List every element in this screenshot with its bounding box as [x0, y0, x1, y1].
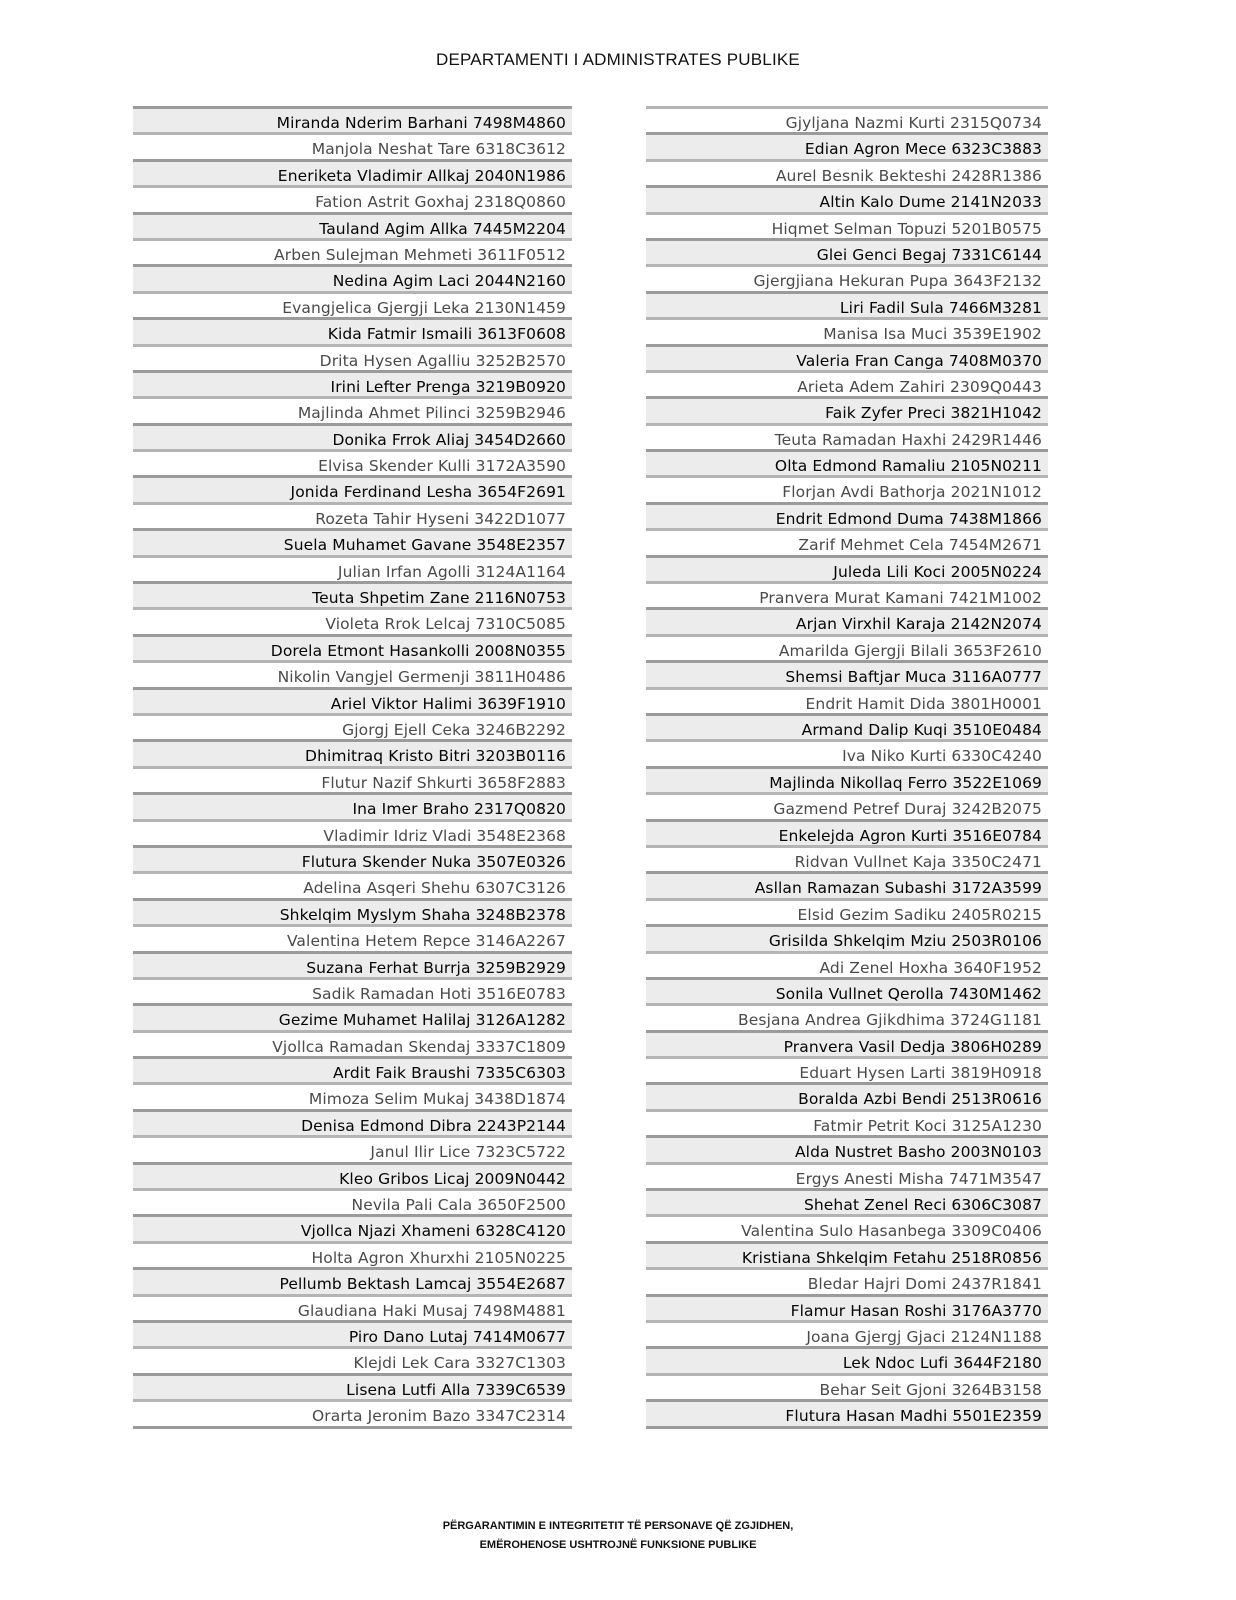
list-item: Irini Lefter Prenga 3219B0920 [133, 370, 572, 396]
list-item: Enkelejda Agron Kurti 3516E0784 [646, 819, 1048, 845]
list-item: Ina Imer Braho 2317Q0820 [133, 792, 572, 818]
list-item: Majlinda Nikollaq Ferro 3522E1069 [646, 766, 1048, 792]
list-item: Dorela Etmont Hasankolli 2008N0355 [133, 634, 572, 660]
list-item: Ariel Viktor Halimi 3639F1910 [133, 687, 572, 713]
list-item: Fatmir Petrit Koci 3125A1230 [646, 1109, 1048, 1135]
list-item: Shkelqim Myslym Shaha 3248B2378 [133, 898, 572, 924]
list-item: Boralda Azbi Bendi 2513R0616 [646, 1082, 1048, 1108]
list-item: Edian Agron Mece 6323C3883 [646, 132, 1048, 158]
list-item: Nikolin Vangjel Germenji 3811H0486 [133, 660, 572, 686]
list-item: Ergys Anesti Misha 7471M3547 [646, 1162, 1048, 1188]
list-item: Faik Zyfer Preci 3821H1042 [646, 396, 1048, 422]
list-item: Vjollca Njazi Xhameni 6328C4120 [133, 1214, 572, 1240]
list-divider [133, 1426, 572, 1429]
list-divider [646, 1426, 1048, 1429]
list-item: Flutura Hasan Madhi 5501E2359 [646, 1399, 1048, 1425]
list-item: Besjana Andrea Gjikdhima 3724G1181 [646, 1003, 1048, 1029]
list-item: Violeta Rrok Lelcaj 7310C5085 [133, 607, 572, 633]
list-item: Julian Irfan Agolli 3124A1164 [133, 555, 572, 581]
list-item: Joana Gjergj Gjaci 2124N1188 [646, 1320, 1048, 1346]
list-item: Ridvan Vullnet Kaja 3350C2471 [646, 845, 1048, 871]
list-item: Nedina Agim Laci 2044N2160 [133, 264, 572, 290]
list-item: Teuta Shpetim Zane 2116N0753 [133, 581, 572, 607]
list-item: Vladimir Idriz Vladi 3548E2368 [133, 819, 572, 845]
list-item: Arjan Virxhil Karaja 2142N2074 [646, 607, 1048, 633]
list-item: Fation Astrit Goxhaj 2318Q0860 [133, 185, 572, 211]
list-item: Drita Hysen Agalliu 3252B2570 [133, 344, 572, 370]
list-item: Armand Dalip Kuqi 3510E0484 [646, 713, 1048, 739]
list-item: Pellumb Bektash Lamcaj 3554E2687 [133, 1267, 572, 1293]
list-item: Suela Muhamet Gavane 3548E2357 [133, 528, 572, 554]
list-item: Adelina Asqeri Shehu 6307C3126 [133, 871, 572, 897]
list-item: Arieta Adem Zahiri 2309Q0443 [646, 370, 1048, 396]
list-item: Evangjelica Gjergji Leka 2130N1459 [133, 291, 572, 317]
list-item: Gazmend Petref Duraj 3242B2075 [646, 792, 1048, 818]
list-item: Elsid Gezim Sadiku 2405R0215 [646, 898, 1048, 924]
list-item: Kleo Gribos Licaj 2009N0442 [133, 1162, 572, 1188]
list-item: Kristiana Shkelqim Fetahu 2518R0856 [646, 1241, 1048, 1267]
list-item: Sadik Ramadan Hoti 3516E0783 [133, 977, 572, 1003]
list-item: Amarilda Gjergji Bilali 3653F2610 [646, 634, 1048, 660]
list-item: Gezime Muhamet Halilaj 3126A1282 [133, 1003, 572, 1029]
list-item: Tauland Agim Allka 7445M2204 [133, 212, 572, 238]
list-item: Vjollca Ramadan Skendaj 3337C1809 [133, 1030, 572, 1056]
list-item: Klejdi Lek Cara 3327C1303 [133, 1346, 572, 1372]
list-item: Manjola Neshat Tare 6318C3612 [133, 132, 572, 158]
list-item: Flutura Skender Nuka 3507E0326 [133, 845, 572, 871]
list-item: Asllan Ramazan Subashi 3172A3599 [646, 871, 1048, 897]
list-item: Shehat Zenel Reci 6306C3087 [646, 1188, 1048, 1214]
list-item: Zarif Mehmet Cela 7454M2671 [646, 528, 1048, 554]
list-item: Glei Genci Begaj 7331C6144 [646, 238, 1048, 264]
list-item: Altin Kalo Dume 2141N2033 [646, 185, 1048, 211]
list-item: Kida Fatmir Ismaili 3613F0608 [133, 317, 572, 343]
list-item: Eneriketa Vladimir Allkaj 2040N1986 [133, 159, 572, 185]
list-item: Pranvera Vasil Dedja 3806H0289 [646, 1030, 1048, 1056]
list-item: Majlinda Ahmet Pilinci 3259B2946 [133, 396, 572, 422]
list-item: Grisilda Shkelqim Mziu 2503R0106 [646, 924, 1048, 950]
list-item: Endrit Hamit Dida 3801H0001 [646, 687, 1048, 713]
list-item: Valentina Hetem Repce 3146A2267 [133, 924, 572, 950]
right-name-list [646, 106, 1048, 1429]
list-item: Valentina Sulo Hasanbega 3309C0406 [646, 1214, 1048, 1240]
list-item: Rozeta Tahir Hyseni 3422D1077 [133, 502, 572, 528]
list-item: Dhimitraq Kristo Bitri 3203B0116 [133, 739, 572, 765]
list-item: Behar Seit Gjoni 3264B3158 [646, 1373, 1048, 1399]
list-item: Sonila Vullnet Qerolla 7430M1462 [646, 977, 1048, 1003]
list-item: Holta Agron Xhurxhi 2105N0225 [133, 1241, 572, 1267]
list-item: Gjergjiana Hekuran Pupa 3643F2132 [646, 264, 1048, 290]
footer-line-1: PËRGARANTIMIN E INTEGRITETIT TË PERSONAVE QË ZGJIDHEN, [442, 1520, 794, 1532]
list-item: Jonida Ferdinand Lesha 3654F2691 [133, 475, 572, 501]
footer-line-2: EMËROHENOSE USHTROJNË FUNKSIONE PUBLIKE [479, 1539, 757, 1551]
list-item: Adi Zenel Hoxha 3640F1952 [646, 951, 1048, 977]
list-item: Olta Edmond Ramaliu 2105N0211 [646, 449, 1048, 475]
list-item: Manisa Isa Muci 3539E1902 [646, 317, 1048, 343]
list-item: Gjorgj Ejell Ceka 3246B2292 [133, 713, 572, 739]
list-item: Flutur Nazif Shkurti 3658F2883 [133, 766, 572, 792]
list-item: Juleda Lili Koci 2005N0224 [646, 555, 1048, 581]
list-item: Arben Sulejman Mehmeti 3611F0512 [133, 238, 572, 264]
list-item: Liri Fadil Sula 7466M3281 [646, 291, 1048, 317]
list-item: Florjan Avdi Bathorja 2021N1012 [646, 475, 1048, 501]
left-name-list [133, 106, 572, 1429]
list-item: Flamur Hasan Roshi 3176A3770 [646, 1294, 1048, 1320]
list-item: Pranvera Murat Kamani 7421M1002 [646, 581, 1048, 607]
list-item: Valeria Fran Canga 7408M0370 [646, 344, 1048, 370]
list-item: Lek Ndoc Lufi 3644F2180 [646, 1346, 1048, 1372]
list-item: Denisa Edmond Dibra 2243P2144 [133, 1109, 572, 1135]
list-item: Lisena Lutfi Alla 7339C6539 [133, 1373, 572, 1399]
list-item: Teuta Ramadan Haxhi 2429R1446 [646, 423, 1048, 449]
list-item: Miranda Nderim Barhani 7498M4860 [133, 106, 572, 132]
list-item: Iva Niko Kurti 6330C4240 [646, 739, 1048, 765]
footer [0, 1517, 1236, 1555]
list-item: Mimoza Selim Mukaj 3438D1874 [133, 1082, 572, 1108]
list-item: Orarta Jeronim Bazo 3347C2314 [133, 1399, 572, 1425]
list-item: Shemsi Baftjar Muca 3116A0777 [646, 660, 1048, 686]
page-title: DEPARTAMENTI I ADMINISTRATES PUBLIKE [436, 50, 800, 69]
list-item: Bledar Hajri Domi 2437R1841 [646, 1267, 1048, 1293]
list-item: Ardit Faik Braushi 7335C6303 [133, 1056, 572, 1082]
list-item: Hiqmet Selman Topuzi 5201B0575 [646, 212, 1048, 238]
list-item: Glaudiana Haki Musaj 7498M4881 [133, 1294, 572, 1320]
list-item: Endrit Edmond Duma 7438M1866 [646, 502, 1048, 528]
list-item: Janul Ilir Lice 7323C5722 [133, 1135, 572, 1161]
list-item: Alda Nustret Basho 2003N0103 [646, 1135, 1048, 1161]
list-item: Piro Dano Lutaj 7414M0677 [133, 1320, 572, 1346]
list-item: Suzana Ferhat Burrja 3259B2929 [133, 951, 572, 977]
list-item: Nevila Pali Cala 3650F2500 [133, 1188, 572, 1214]
list-item: Gjyljana Nazmi Kurti 2315Q0734 [646, 106, 1048, 132]
list-item: Donika Frrok Aliaj 3454D2660 [133, 423, 572, 449]
list-item: Aurel Besnik Bekteshi 2428R1386 [646, 159, 1048, 185]
list-item: Eduart Hysen Larti 3819H0918 [646, 1056, 1048, 1082]
list-item: Elvisa Skender Kulli 3172A3590 [133, 449, 572, 475]
